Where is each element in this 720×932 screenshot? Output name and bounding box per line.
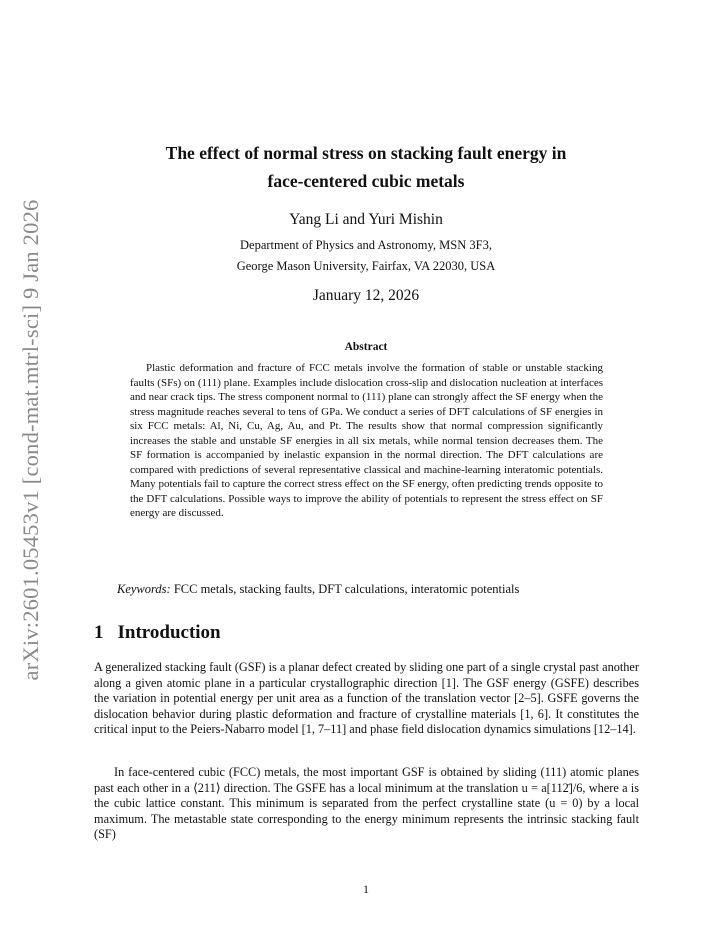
intro-paragraph-2: In face-centered cubic (FCC) metals, the most important GSF is obtained by sliding (111) atomic planes past each other in a ⟨211⟩ direction. The GSFE has a local minimum at the translation u = a[112̄]/6, where a is the cubic lattice constant. This minimum is separated from the perfect crystalline state (u = 0) by a local maximum. The metastable state corresponding to the energy minimum represents the intrinsic stacking fault (SF) [94, 765, 639, 842]
affiliation [100, 235, 632, 277]
abstract-body: Plastic deformation and fracture of FCC metals involve the formation of stable or unstable stacking faults (SFs) on (111) plane. Examples include dislocation cross-slip and dislocation nucleation at interfaces and near crack tips. The stress component normal to (111) plane can strongly affect the SF energy when the stress magnitude reaches several to tens of GPa. We conduct a series of DFT calculations of SF energies in six FCC metals: Al, Ni, Cu, Ag, Au, and Pt. The results show that normal compression significantly increases the stable and unstable SF energies in all six metals, while normal tension decreases them. The SF formation is accompanied by inelastic expansion in the normal direction. The DFT calculations are compared with predictions of several representative classical and machine-learning interatomic potentials. Many potentials fail to capture the correct stress effect on the SF energy, often predicting trends opposite to the DFT calculations. Possible ways to improve the ability of potentials to represent the stress effect on SF energy are discussed. [130, 362, 603, 519]
authors: Yang Li and Yuri Mishin [289, 211, 443, 228]
abstract-heading: Abstract [344, 341, 388, 353]
paper-title [100, 139, 632, 195]
intro-paragraph-1: A generalized stacking fault (GSF) is a planar defect created by sliding one part of a single crystal past another along a given atomic plane in a particular crystallographic direction [1]. The GSF energy (GSFE) describes the variation in potential energy per unit area as a function of the translation vector [2–5]. GSFE governs the dislocation behavior during plastic deformation and fracture of crystalline materials [1, 6]. It constitutes the critical input to the Peiers-Nabarro model [1, 7–11] and phase field dislocation dynamics simulations [12–14]. [94, 660, 639, 737]
keywords [117, 582, 617, 597]
section-number: 1 [94, 622, 104, 643]
keywords-text: FCC metals, stacking faults, DFT calculations, interatomic potentials [173, 582, 520, 596]
paper-date: January 12, 2026 [312, 287, 420, 304]
title-line-1: The effect of normal stress on stacking fault energy in [165, 143, 567, 163]
title-line-2: face-centered cubic metals [267, 171, 465, 191]
affiliation-line-1: Department of Physics and Astronomy, MSN 3F3, [240, 238, 492, 252]
arxiv-identifier: arXiv:2601.05453v1 [cond-mat.mtrl-sci] 9 Jan 2026 [18, 199, 43, 681]
section-title: Introduction [117, 622, 221, 643]
arxiv-sidebar [11, 0, 51, 932]
keywords-label: Keywords: [117, 582, 171, 596]
affiliation-line-2: George Mason University, Fairfax, VA 22030, USA [236, 259, 496, 273]
section-heading-introduction [94, 622, 221, 644]
page-number: 1 [363, 882, 369, 896]
